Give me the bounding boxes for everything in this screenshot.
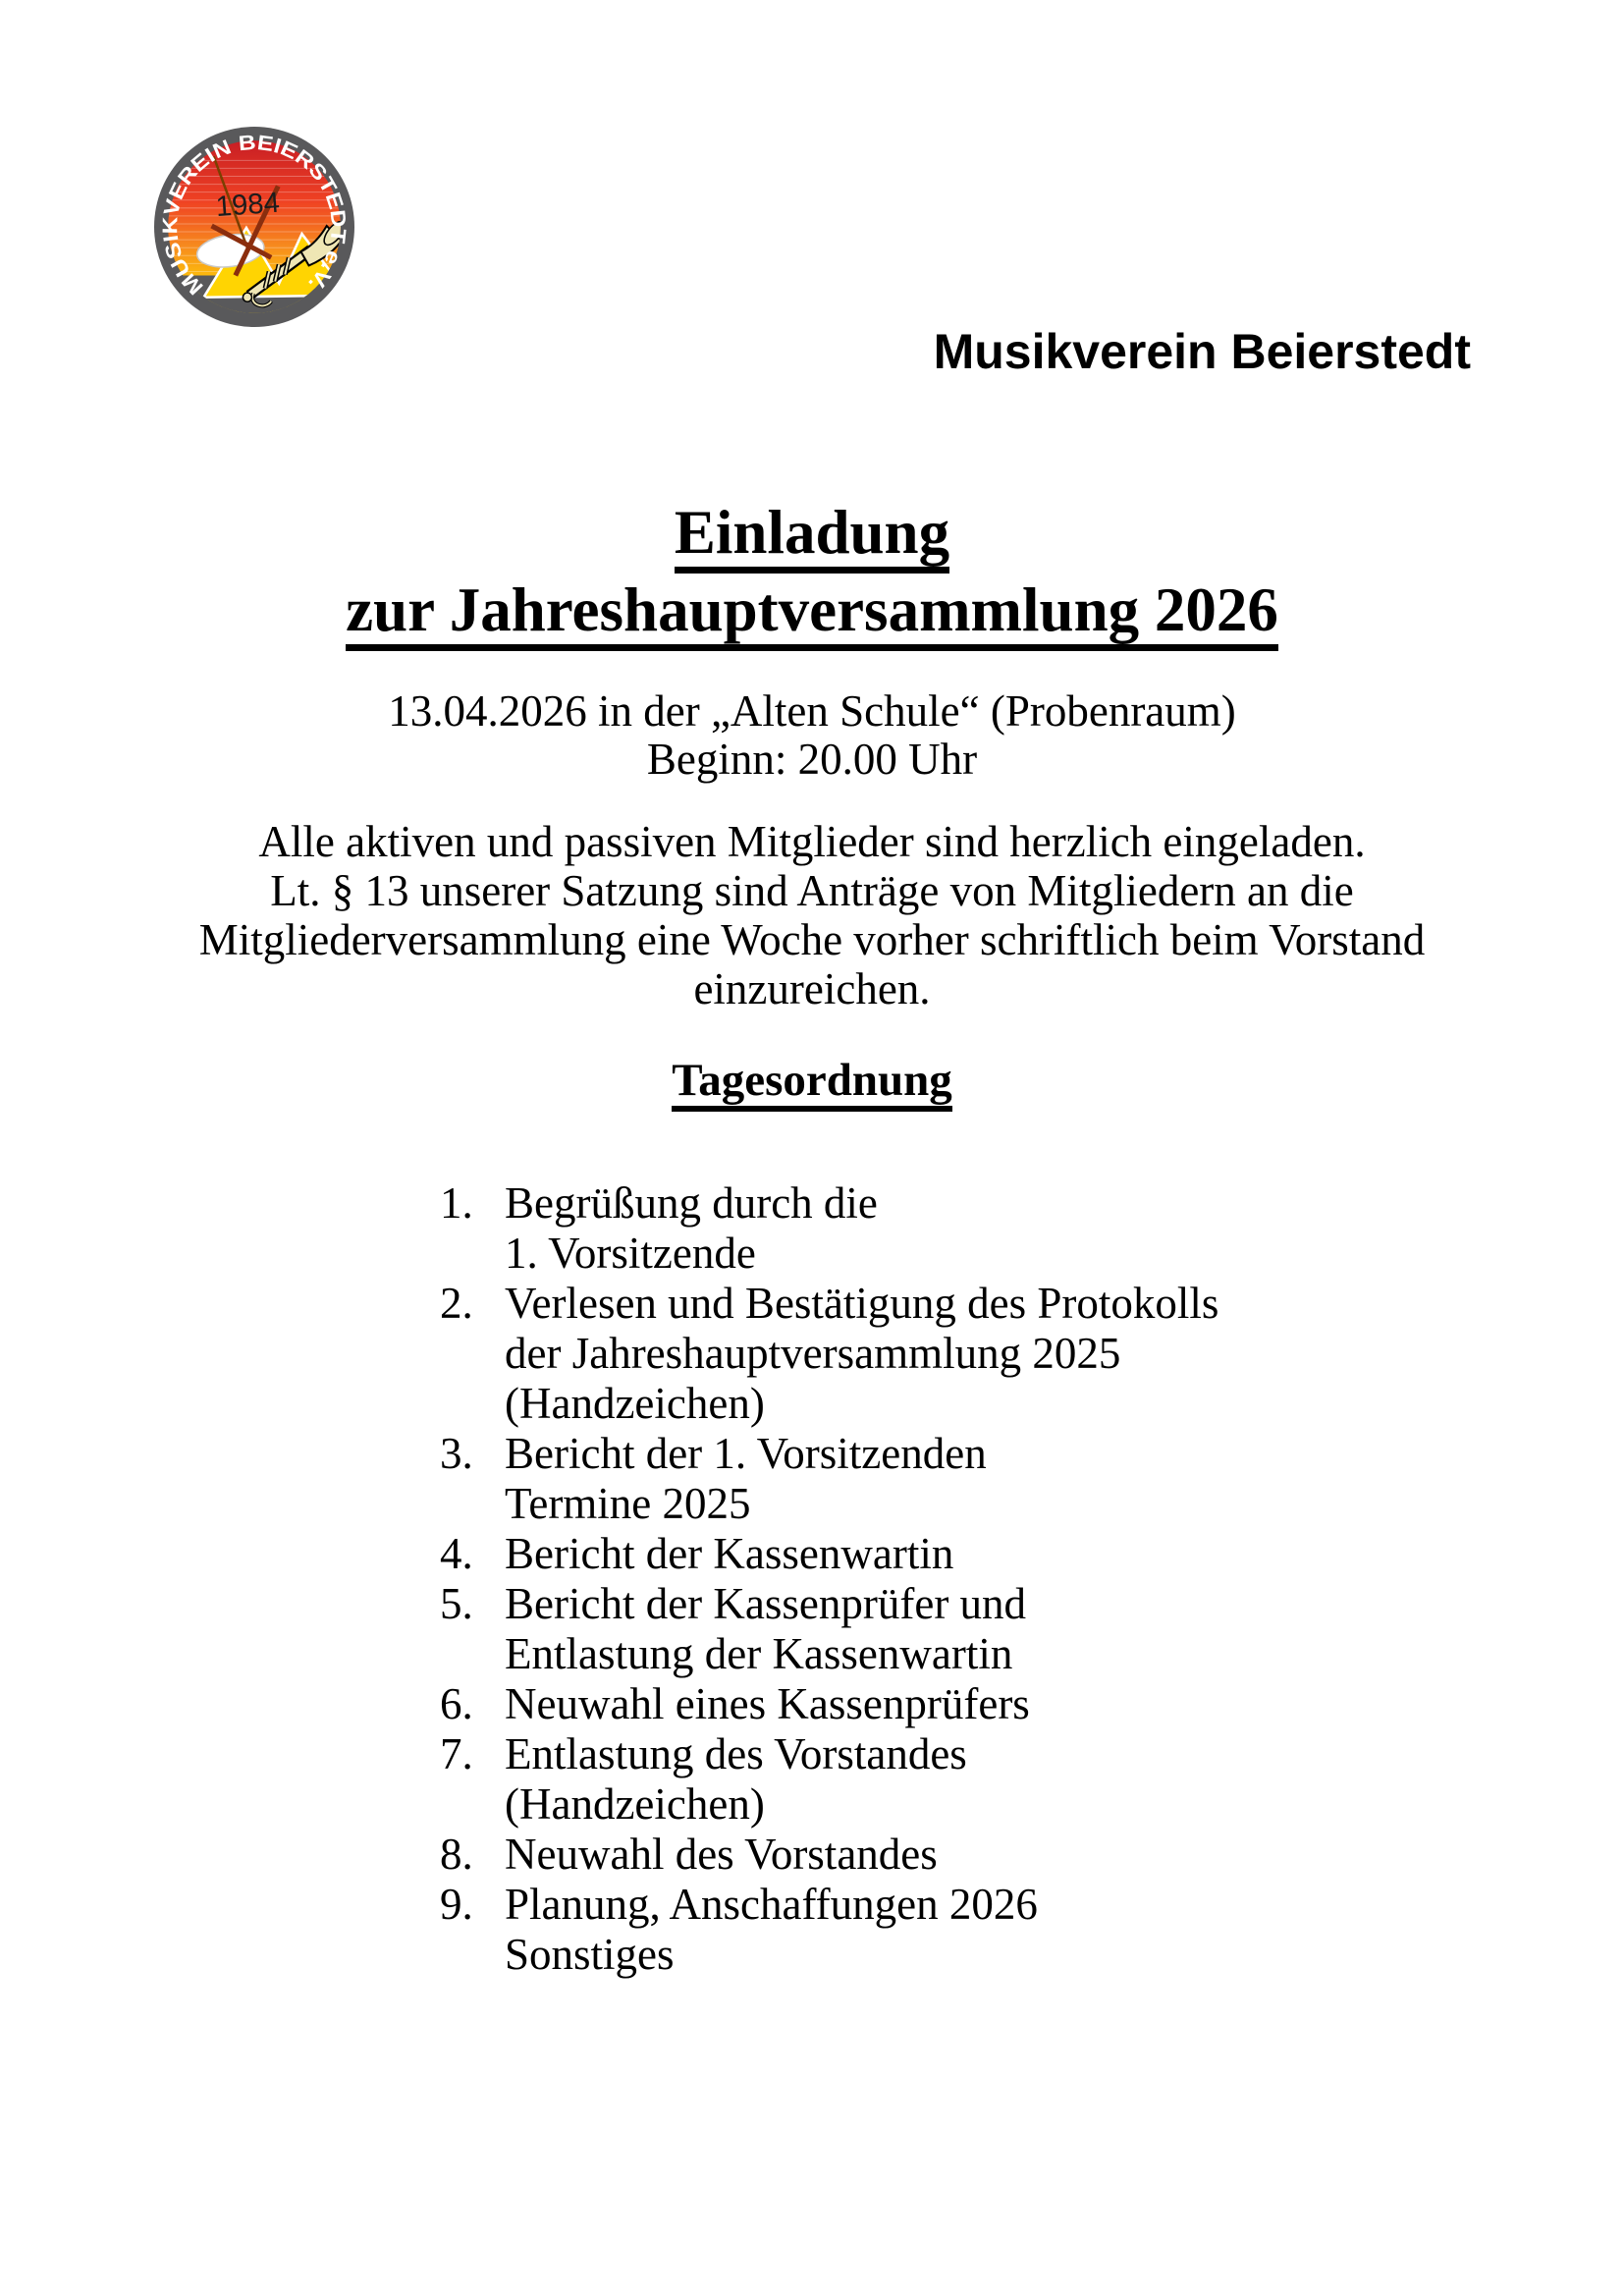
agenda-item-line: Entlastung der Kassenwartin [505,1629,1013,1678]
agenda-item-text [505,1880,1038,1980]
agenda-item-number: 3. [440,1429,473,1478]
agenda-item-number: 6. [440,1679,473,1728]
agenda-item-number: 9. [440,1880,473,1929]
agenda-item-line: (Handzeichen) [505,1379,765,1428]
event-date-location: 13.04.2026 in der „Alten Schule“ (Probenraum) [388,686,1236,736]
logo-year: 1984 [214,186,281,224]
logo-ring-text: MUSIKVEREIN BEIERSTEDT e.V. [159,132,351,300]
agenda-item-line: Neuwahl eines Kassenprüfers [505,1679,1030,1728]
agenda-item-line: Bericht der 1. Vorsitzenden [505,1429,987,1478]
intro-line-2: Lt. § 13 unserer Satzung sind Anträge von Mitgliedern an die [270,866,1354,915]
agenda-item-text [505,1729,967,1830]
agenda-item-line: Sonstiges [505,1930,675,1979]
agenda-item-number: 2. [440,1279,473,1328]
intro-line-3: Mitgliederversammlung eine Woche vorher schriftlich beim Vorstand [198,915,1426,964]
agenda-item-9 [440,1880,1218,1980]
intro-paragraph [0,817,1624,1013]
agenda-item-number: 1. [440,1178,473,1228]
event-start-time: Beginn: 20.00 Uhr [646,735,978,784]
agenda-item-text [505,1178,878,1279]
agenda-item-number: 7. [440,1729,473,1778]
agenda-item-text [505,1279,1218,1429]
agenda-item-6 [440,1679,1218,1729]
title-line-2: zur Jahreshauptversammlung 2026 [346,575,1278,651]
agenda-item-7 [440,1729,1218,1830]
document-title [0,494,1624,649]
event-info [0,687,1624,784]
agenda-item-number: 4. [440,1529,473,1578]
club-logo [154,127,354,327]
agenda-item-8 [440,1830,1218,1880]
agenda-heading-label: Tagesordnung [672,1055,952,1112]
agenda-item-number: 8. [440,1830,473,1879]
agenda-item-text [505,1679,1030,1729]
org-name: Musikverein Beierstedt [933,324,1471,379]
agenda-item-text [505,1429,987,1529]
agenda-item-text [505,1830,938,1880]
agenda-item-line: Verlesen und Bestätigung des Protokolls [505,1279,1219,1328]
agenda-list [440,1178,1218,1980]
agenda-item-line: der Jahreshauptversammlung 2025 [505,1329,1121,1378]
intro-line-4: einzureichen. [693,964,931,1013]
agenda-item-line: Planung, Anschaffungen 2026 [505,1880,1038,1929]
agenda-item-line: Entlastung des Vorstandes [505,1729,967,1778]
agenda-item-number: 5. [440,1579,473,1628]
agenda-item-text [505,1579,1026,1679]
agenda-item-line: Termine 2025 [505,1479,751,1528]
agenda-item-line: Begrüßung durch die [505,1178,878,1228]
agenda-item-text [505,1529,953,1579]
agenda-item-line: 1. Vorsitzende [505,1229,756,1278]
agenda-item-line: Bericht der Kassenprüfer und [505,1579,1027,1628]
agenda-item-2 [440,1279,1218,1429]
agenda-item-5 [440,1579,1218,1679]
agenda-item-line: Bericht der Kassenwartin [505,1529,954,1578]
agenda-item-1 [440,1178,1218,1279]
agenda-heading [0,1056,1624,1105]
agenda-item-line: Neuwahl des Vorstandes [505,1830,938,1879]
title-line-1: Einladung [675,498,949,574]
agenda-item-4 [440,1529,1218,1579]
agenda-item-line: (Handzeichen) [505,1779,765,1829]
agenda-item-3 [440,1429,1218,1529]
intro-line-1: Alle aktiven und passiven Mitglieder sind herzlich eingeladen. [258,817,1366,866]
